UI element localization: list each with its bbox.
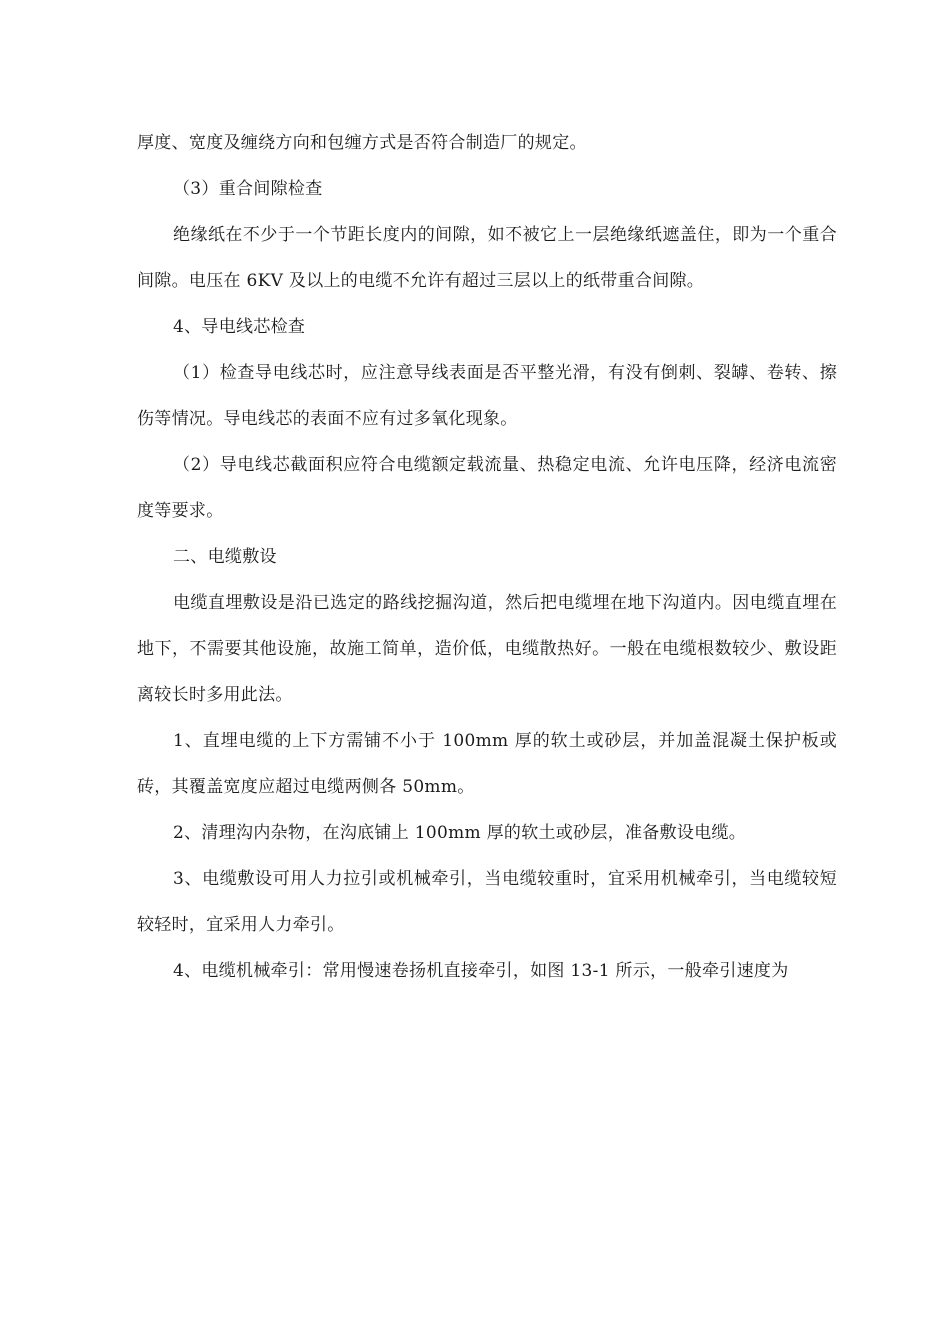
list-item-3: 3、电缆敷设可用人力拉引或机械牵引，当电缆较重时，宜采用机械牵引，当电缆较短较轻时，宜采用人力牵引。	[137, 869, 837, 935]
subheading-overlap-gap-check: （3）重合间隙检查	[173, 179, 323, 199]
paragraph-continuation: 厚度、宽度及缠绕方向和包缠方式是否符合制造厂的规定。	[137, 133, 587, 153]
list-item-1: 1、直埋电缆的上下方需铺不小于 100mm 厚的软土或砂层，并加盖混凝土保护板或砖，其覆盖宽度应超过电缆两侧各 50mm。	[137, 731, 837, 797]
paragraph-conductor-surface: （1）检查导电线芯时，应注意导线表面是否平整光滑，有没有倒刺、裂罅、卷转、擦伤等情况。导电线芯的表面不应有过多氧化现象。	[137, 363, 837, 429]
paragraph-direct-burial-intro: 电缆直埋敷设是沿已选定的路线挖掘沟道，然后把电缆埋在地下沟道内。因电缆直埋在地下，不需要其他设施，故施工简单，造价低，电缆散热好。一般在电缆根数较少、敷设距离较长时多用此法。	[137, 593, 837, 705]
list-item-4: 4、电缆机械牵引：常用慢速卷扬机直接牵引，如图 13-1 所示，一般牵引速度为	[173, 961, 789, 981]
section-heading-cable-laying: 二、电缆敷设	[173, 547, 277, 567]
paragraph-overlap-gap-definition: 绝缘纸在不少于一个节距长度内的间隙，如不被它上一层绝缘纸遮盖住，即为一个重合间隙。电压在 6KV 及以上的电缆不允许有超过三层以上的纸带重合间隙。	[137, 225, 837, 291]
paragraph-conductor-cross-section: （2）导电线芯截面积应符合电缆额定载流量、热稳定电流、允许电压降，经济电流密度等要求。	[137, 455, 837, 521]
list-item-2: 2、清理沟内杂物，在沟底铺上 100mm 厚的软土或砂层，准备敷设电缆。	[173, 823, 747, 843]
document-body	[137, 120, 837, 994]
heading-conductor-core-check: 4、导电线芯检查	[173, 317, 306, 337]
